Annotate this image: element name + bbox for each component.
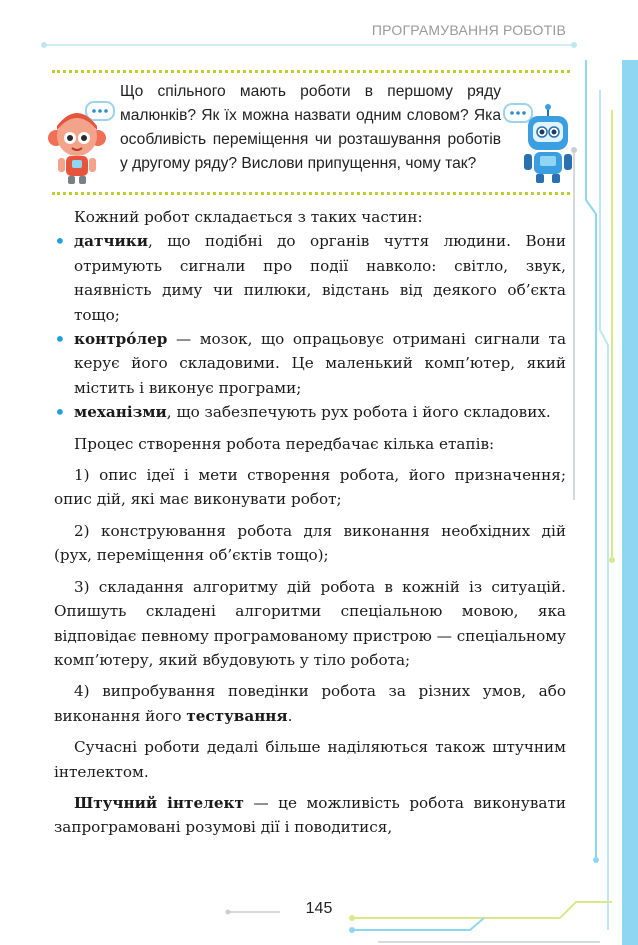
step-4-end: .: [287, 706, 293, 725]
term-mechanisms: механізми: [74, 403, 167, 422]
section-header: ПРОГРАМУВАННЯ РОБОТІВ: [371, 22, 566, 38]
sensors-description: , що подібні до органів чуття людини. Вони отримують сигнали про події навколо: світло, звук, наявність диму чи пилюки, відстань від деякого об’єкта тощо;: [74, 232, 566, 324]
discussion-question: Що спільного мають роботи в першому ряду малюнків? Як їх можна назвати одним словом? Яка особливість переміщення чи розташування роботів у другому ряду? Вислови припущення, чому так?: [120, 83, 501, 172]
controller-description: — мозок, що опрацьовує отримані сигнали та керує його складовими. Це маленький комп’ютер, який містить і виконує програми;: [74, 330, 566, 397]
step-4: [54, 679, 566, 728]
term-controller: контро́лер: [74, 330, 168, 349]
ai-definition: [54, 791, 566, 840]
bottom-dotted-divider: [52, 192, 570, 195]
process-intro: Процес створення робота передбачає кілька етапів:: [74, 434, 495, 453]
ai-sentence: Сучасні роботи дедалі більше наділяються також штучним інтелектом.: [54, 738, 566, 781]
ai-definition-text: — це можливість робота виконувати запрограмовані розумові дії і поводитися,: [54, 793, 566, 837]
page-number: 145: [305, 900, 333, 917]
list-item-sensors: [54, 229, 566, 327]
list-item-mechanisms: [54, 400, 566, 424]
top-dotted-divider: [52, 70, 570, 73]
step-4-text: 4) випробування поведінки робота за різних умов, або виконання його: [54, 682, 566, 725]
bullet-icon: •: [54, 229, 66, 254]
term-sensors: датчики: [74, 232, 148, 251]
bullet-icon: •: [54, 327, 66, 352]
term-testing: тестування: [186, 706, 288, 725]
step-3: 3) складання алгоритму дій робота в кожній із ситуацій. Опишуть складені алгоритми спеціальною мовою, яка відповідає певному програмованому пристрою — спеціальному комп’ютеру, який вбудовують у тіло робота;: [54, 577, 566, 669]
term-ai: Штучний інтелект: [74, 793, 244, 812]
parts-intro: Кожний робот складається з таких частин:: [74, 208, 423, 226]
girl-robot-mascot-icon: [46, 100, 120, 184]
list-item-controller: [54, 327, 566, 400]
step-1: 1) опис ідеї і мети створення робота, його призначення; опис дій, які має виконувати робот;: [54, 466, 566, 509]
bullet-icon: •: [54, 400, 66, 425]
step-2: 2) конструювання робота для виконання необхідних дій (рух, переміщення об’єктів тощо);: [54, 521, 566, 565]
mechanisms-description: , що забезпечують рух робота і його складових.: [166, 403, 551, 422]
blue-robot-mascot-icon: [502, 100, 574, 184]
main-text: [54, 205, 566, 840]
